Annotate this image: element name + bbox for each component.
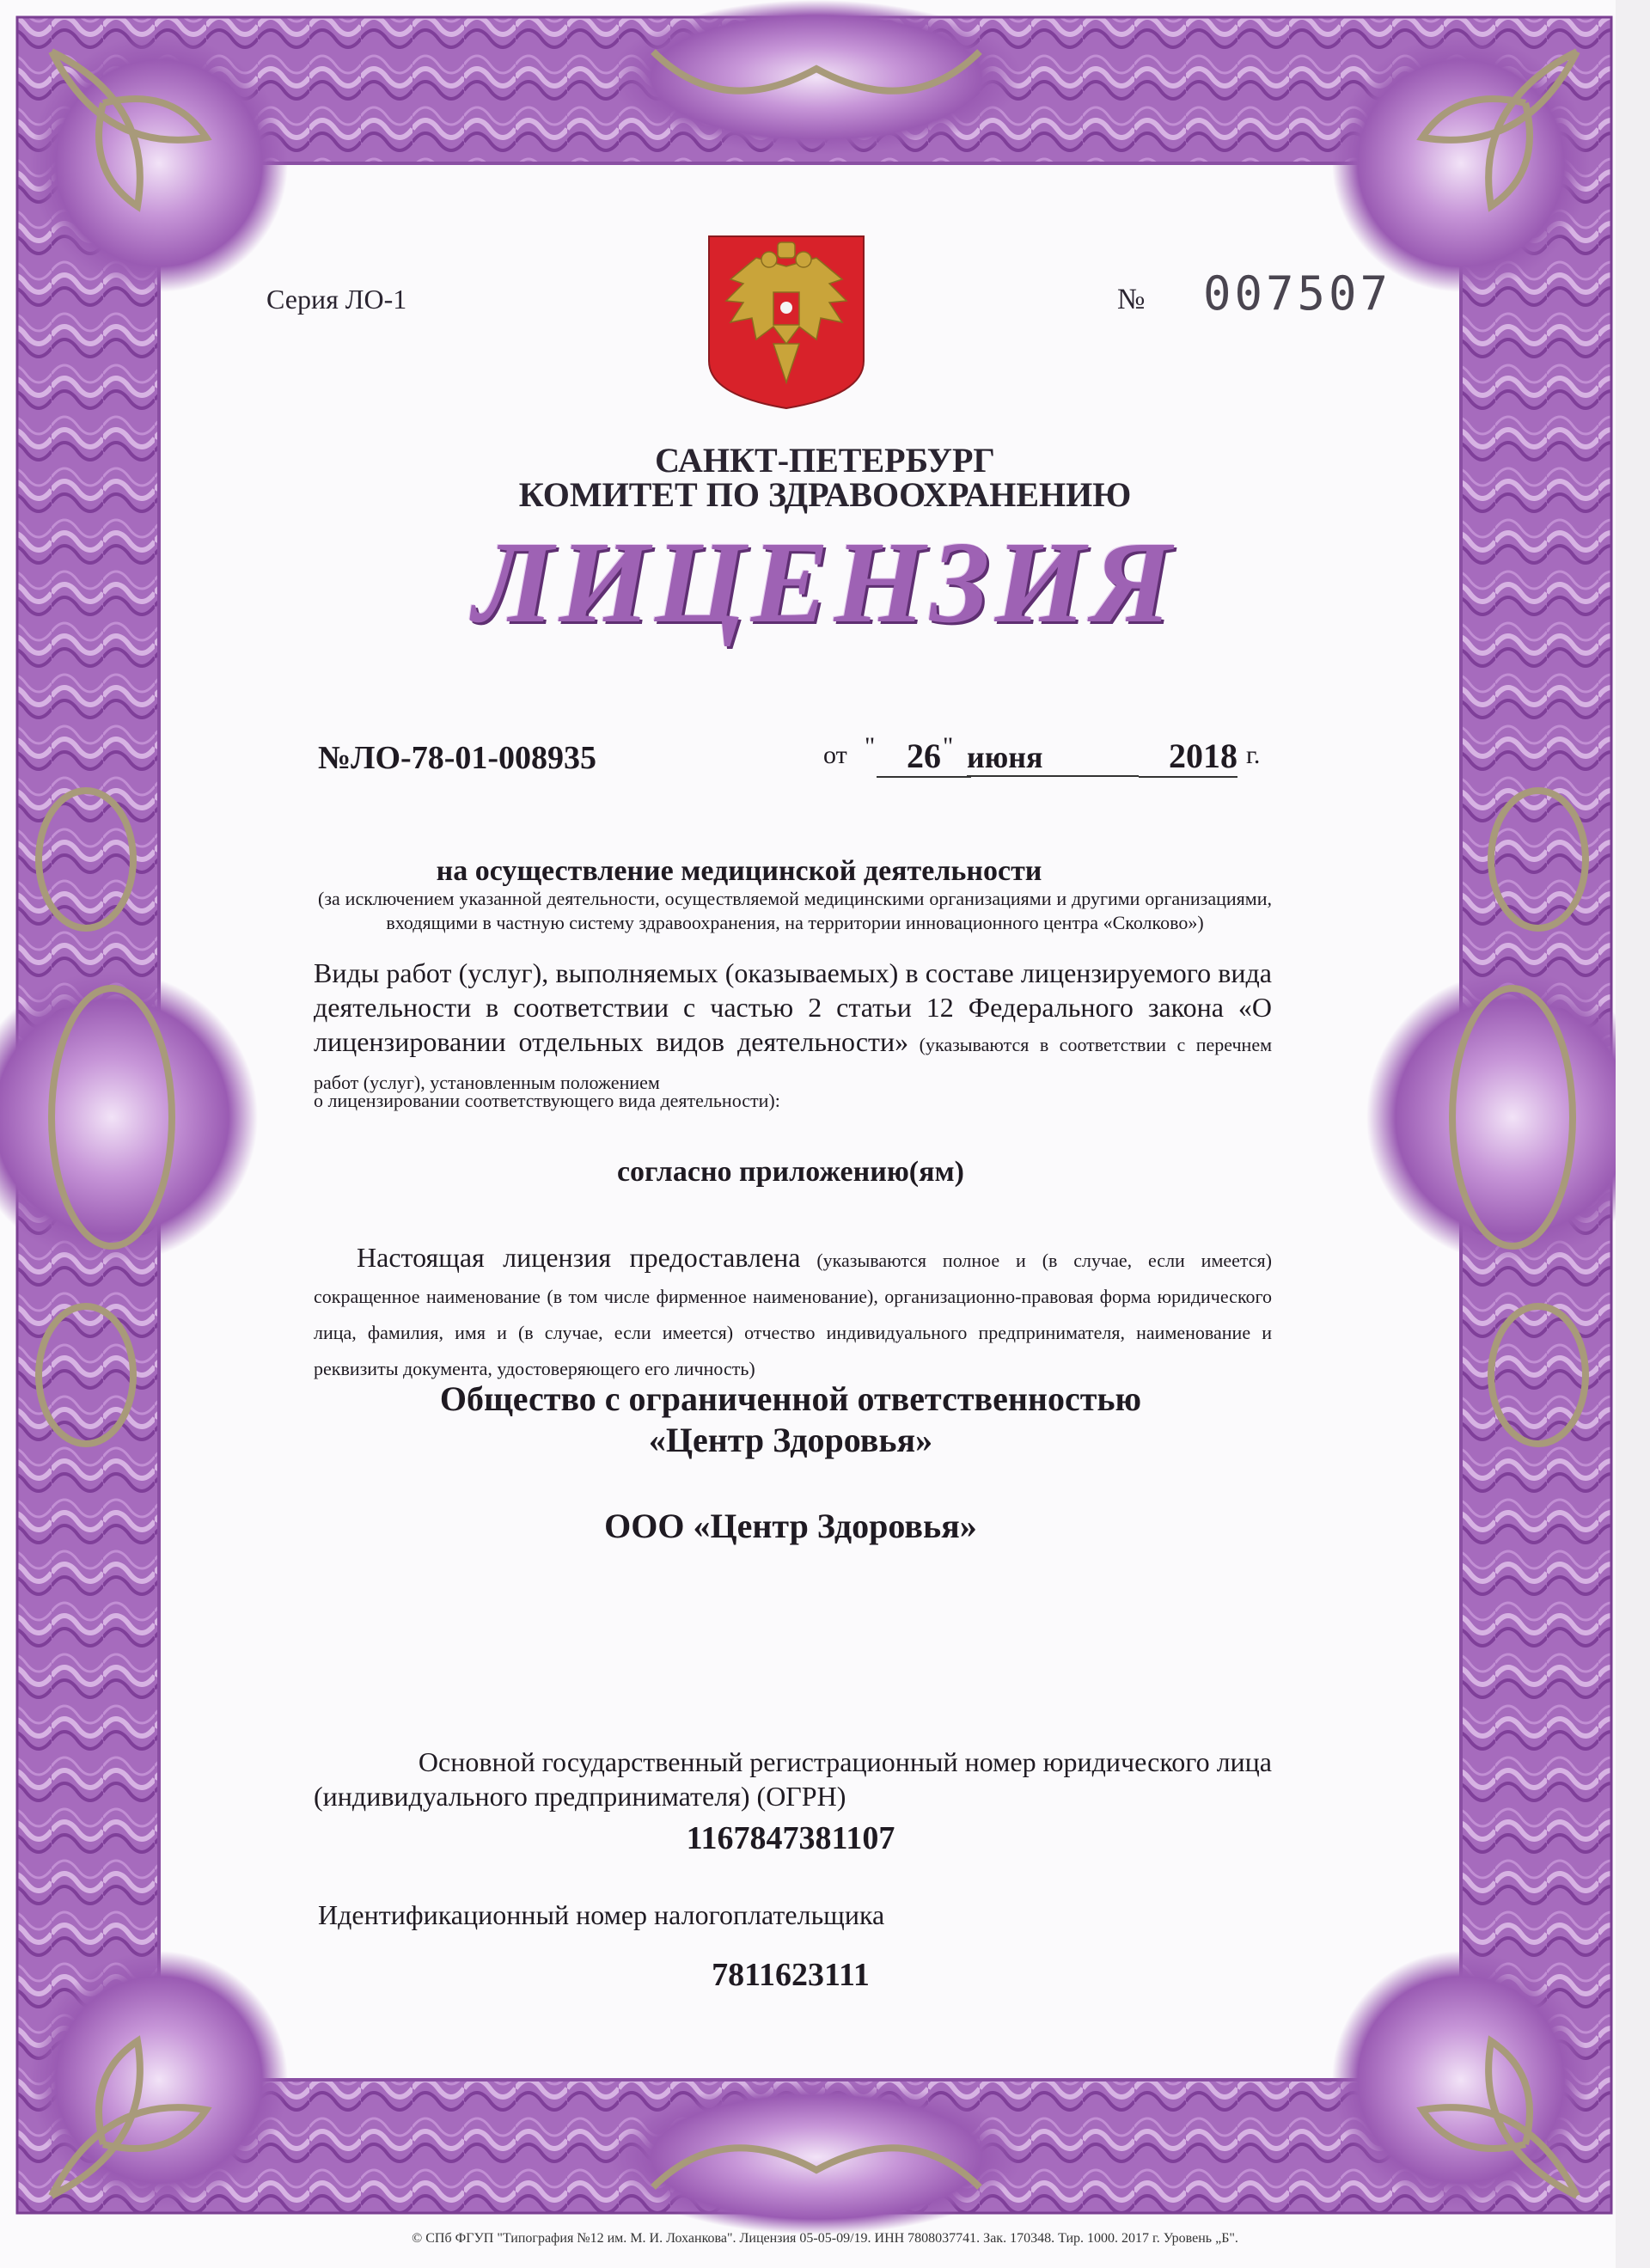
granted-paragraph [314, 1239, 1272, 1387]
activity-note: (за исключением указанной деятельности, осуществляемой медицинскими организациями и другими организациями, входящими в частную систему здравоохранения, на территории инновационного центра «Сколково») [318, 888, 1272, 933]
ogrn-label-line1: Основной государственный регистрационный номер юридического лица [418, 1746, 1272, 1777]
date-quote-open: " [865, 732, 876, 761]
number-sign: № [1117, 284, 1146, 315]
organization-short-name: ООО «Центр Здоровья» [604, 1507, 977, 1545]
license-year: 2018 [1139, 736, 1238, 778]
ogrn-label [314, 1745, 1272, 1813]
issuer-city: САНКТ-ПЕТЕРБУРГ [655, 441, 995, 480]
license-month: июня [967, 739, 1139, 777]
work-kinds-note-tail: о лицензировании соответствующего вида деятельности): [314, 1090, 780, 1111]
series-label: Серия ЛО-1 [266, 284, 407, 315]
form-number: 007507 [1203, 266, 1392, 321]
paper-edge [1616, 0, 1650, 2268]
license-day: 26 [877, 736, 971, 778]
ogrn-label-line2: (индивидуального предпринимателя) (ОГРН) [314, 1781, 846, 1812]
coat-of-arms-icon [705, 232, 868, 413]
work-kinds-note: (указываются в соответствии с перечнем работ (услуг), установленным положением [314, 1034, 1273, 1093]
issuer-committee: КОМИТЕТ ПО ЗДРАВООХРАНЕНИЮ [518, 475, 1132, 514]
work-kinds-paragraph [314, 956, 1272, 1100]
license-number: №ЛО-78-01-008935 [318, 740, 597, 776]
year-suffix: г. [1246, 741, 1261, 769]
organization-full-name-line1: Общество с ограниченной ответственностью [439, 1379, 1142, 1418]
granted-lead: Настоящая лицензия предоставлена [357, 1242, 801, 1273]
inn-value: 7811623111 [712, 1957, 870, 1993]
date-quote-close: " [943, 732, 954, 761]
document-title: ЛИЦЕНЗИЯ [473, 518, 1177, 647]
activity-title: на осуществление медицинской деятельности [436, 855, 1042, 887]
ogrn-value: 1167847381107 [686, 1820, 895, 1856]
granted-note: (указываются полное и (в случае, если имеется) сокращенное наименование (в том числе фирменное наименование), организационно-правовая форма юридического лица, фамилия, имя и (в случае, если имеется) отчество индивидуального предпринимателя, наименование и реквизиты документа, удостоверяющего его личность) [314, 1250, 1273, 1379]
inn-label: Идентификационный номер налогоплательщика [318, 1899, 885, 1930]
work-kinds-text: Виды работ (услуг), выполняемых (оказываемых) в составе лицензируемого вида деятельности в соответствии с частью 2 статьи 12 Федерального закона «О лицензировании отдельных видов деятельности» [314, 957, 1272, 1057]
appendix-reference: согласно приложению(ям) [616, 1156, 965, 1188]
printer-imprint: © СПб ФГУП "Типография №12 им. М. И. Лоханкова". Лицензия 05-05-09/19. ИНН 7808037741. Зак. 170348. Тир. 1000. 2017 г. Уровень „Б". [412, 2231, 1238, 2246]
organization-full-name-line2: «Центр Здоровья» [648, 1421, 933, 1459]
date-from-label: от [823, 741, 847, 769]
